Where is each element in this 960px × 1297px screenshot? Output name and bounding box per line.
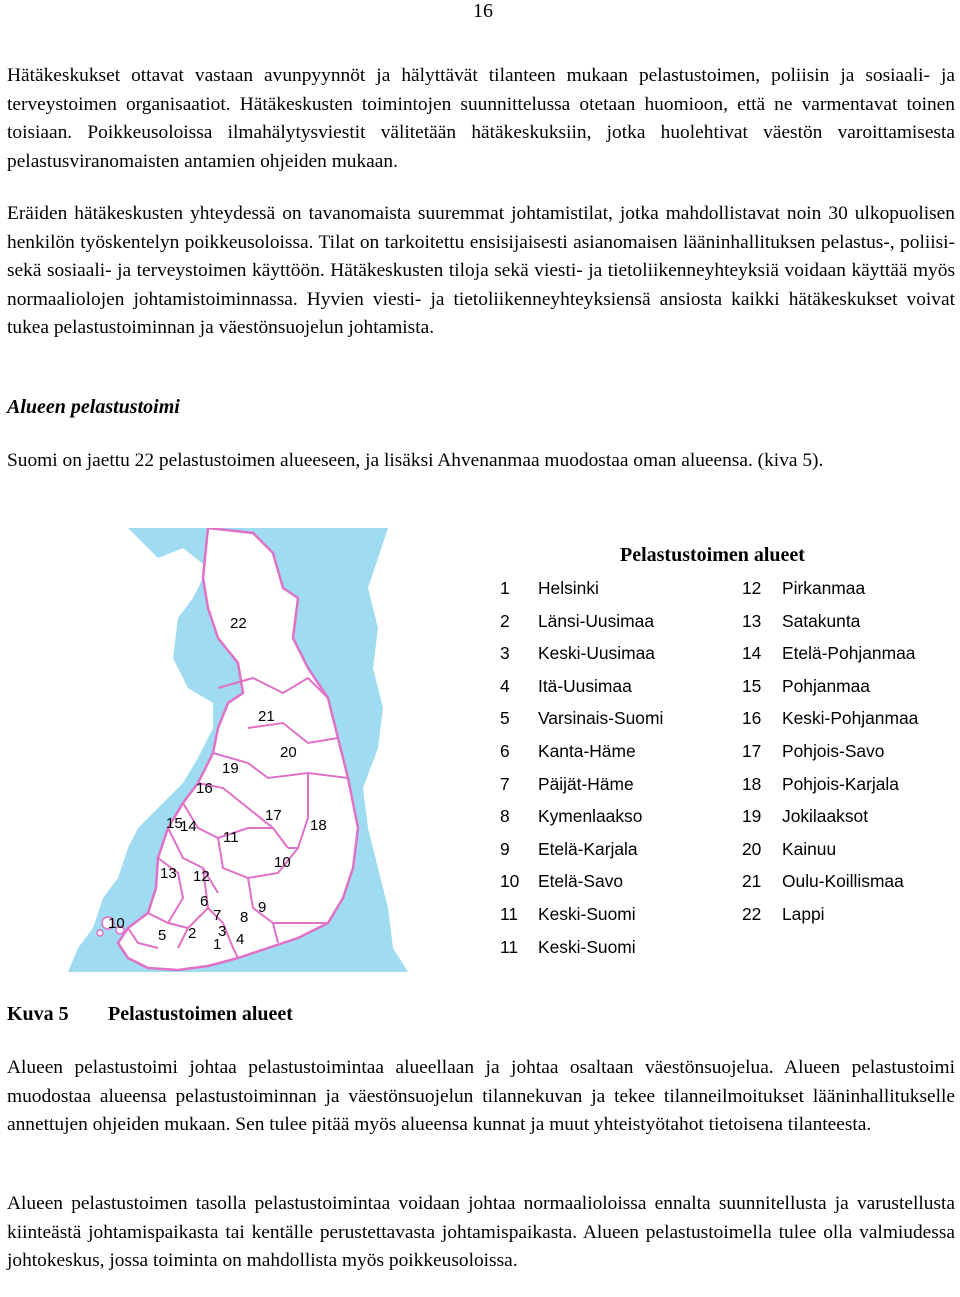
region-name: Päijät-Häme: [538, 773, 634, 794]
map-label: 11: [223, 829, 239, 846]
region-name: Kymenlaakso: [538, 806, 643, 827]
region-name: Pirkanmaa: [782, 578, 866, 598]
region-number: 16: [742, 708, 762, 729]
region-name: Kainuu: [782, 838, 837, 859]
paragraph-5: Alueen pelastustoimen tasolla pelastustoimintaa voidaan johtaa normaalioloissa ennalta suunnitellusta ja varustellusta kiinteästä johtamispaikasta tai kentälle perustettavasta johtamispaikasta. Alueen pelastustoimella tulee olla valmiudessa johtokeskus, jossa toiminta on mahdollista myös poikkeusoloissa.: [7, 1193, 955, 1272]
region-number: 14: [742, 643, 762, 664]
region-number: 13: [742, 610, 762, 631]
figure-caption-label: Kuva 5: [7, 1003, 69, 1025]
region-number: 12: [742, 578, 762, 598]
legend-row: [500, 639, 960, 672]
region-name: Länsi-Uusimaa: [538, 610, 654, 631]
legend-row: [500, 802, 960, 835]
legend-row: [500, 574, 960, 607]
paragraph-3: Suomi on jaettu 22 pelastustoimen alueeseen, ja lisäksi Ahvenanmaa muodostaa oman alueensa. (kiva 5).: [7, 450, 824, 471]
map-label: 10: [274, 854, 291, 871]
region-number: 15: [742, 675, 762, 696]
legend-row: [500, 933, 960, 966]
map-label: 2: [188, 925, 197, 942]
region-name: Keski-Pohjanmaa: [782, 708, 919, 729]
map-label: 3: [218, 923, 227, 940]
region-number: 8: [500, 806, 510, 827]
region-name: Keski-Suomi: [538, 936, 636, 957]
region-name: Pohjanmaa: [782, 675, 870, 696]
map-label: 18: [310, 817, 327, 834]
legend-row: [500, 867, 960, 900]
paragraph-1: Hätäkeskukset ottavat vastaan avunpyynnöt ja hälyttävät tilanteen mukaan pelastustoimen, poliisin ja sosiaali- ja terveystoimen organisaatiot. Hätäkeskusten toimintojen suunnittelussa otetaan huomioon, että ne varmentavat toinen toisiaan. Poikkeusoloissa ilmahälytysviestit välitetään hätäkeskuksiin, jotka huolehtivat väestön varoittamisesta pelastusviranomaisten antamien ohjeiden mukaan.: [7, 65, 955, 172]
region-name: Jokilaaksot: [782, 806, 869, 827]
legend-row: [500, 770, 960, 803]
region-name: Pohjois-Savo: [782, 740, 885, 761]
region-legend: [500, 574, 960, 965]
map-label: 20: [280, 744, 297, 761]
legend-row: [500, 900, 960, 933]
legend-row: [500, 835, 960, 868]
map-label: 17: [265, 807, 282, 824]
legend-row: [500, 704, 960, 737]
map-label: 9: [258, 899, 267, 916]
region-name: Etelä-Savo: [538, 871, 624, 892]
map-svg: [8, 528, 452, 972]
map-label: 19: [222, 760, 239, 777]
region-number: 4: [500, 675, 510, 696]
region-name: Varsinais-Suomi: [538, 708, 664, 729]
region-number: 20: [742, 838, 762, 859]
paragraph-2: Eräiden hätäkeskusten yhteydessä on tavanomaista suuremmat johtamistilat, jotka mahdollistavat noin 30 ulkopuolisen henkilön työskentelyn poikkeusoloissa. Tilat on tarkoitettu ensisijaisesti asianomaisen lääninhallituksen pelastus-, poliisi- sekä sosiaali- ja terveystoimen käyttöön. Hätäkeskusten tiloja sekä viesti- ja tietoliikenneyhteyksiä voidaan käyttää myös normaaliolojen johtamistoiminnassa. Hyvien viesti- ja tietoliikenneyhteyksiensä ansiosta kaikki hätäkeskukset voivat tukea pelastustoiminnan ja väestönsuojelun johtamista.: [7, 203, 955, 339]
map-label: 6: [200, 893, 209, 910]
map-label: 4: [236, 931, 245, 948]
region-number: 18: [742, 773, 762, 794]
legend-title: Pelastustoimen alueet: [620, 544, 805, 566]
finland-rescue-regions-map: [8, 528, 452, 972]
region-name: Helsinki: [538, 578, 599, 598]
region-number: 11: [500, 936, 519, 957]
region-number: 7: [500, 773, 510, 794]
region-name: Satakunta: [782, 610, 861, 631]
region-number: 2: [500, 610, 510, 631]
map-label: 15: [166, 815, 183, 832]
legend-row: [500, 607, 960, 640]
page-number: 16: [473, 0, 493, 22]
map-label: 16: [196, 780, 213, 797]
region-name: Oulu-Koillismaa: [782, 871, 904, 892]
region-number: 3: [500, 643, 510, 664]
section-heading: Alueen pelastustoimi: [7, 396, 180, 418]
map-label: 22: [230, 615, 247, 632]
region-number: 21: [742, 871, 762, 892]
region-name: Etelä-Pohjanmaa: [782, 643, 916, 664]
region-name: Keski-Uusimaa: [538, 643, 655, 664]
region-number: 6: [500, 740, 510, 761]
region-name: Etelä-Karjala: [538, 838, 638, 859]
map-label: 5: [158, 927, 167, 944]
map-label: 12: [193, 868, 210, 885]
legend-row: [500, 672, 960, 705]
region-number: 22: [742, 903, 762, 924]
map-label: 7: [213, 907, 222, 924]
map-label: 14: [180, 818, 197, 835]
region-number: 10: [500, 871, 520, 892]
paragraph-4: Alueen pelastustoimi johtaa pelastustoimintaa alueellaan ja johtaa osaltaan väestönsuojelua. Alueen pelastustoimi muodostaa alueensa pelastustoiminnan ja väestönsuojelun tilannekuvan ja tekee tilanneilmoitukset lääninhallitukselle annettujen ohjeiden mukaan. Sen tulee pitää myös alueensa kunnat ja muut yhteistyötahot tietoisena tilanteesta.: [7, 1057, 955, 1136]
legend-row: [500, 737, 960, 770]
figure-caption-text: Pelastustoimen alueet: [108, 1003, 293, 1025]
region-number: 17: [742, 740, 762, 761]
map-label: 1: [213, 936, 222, 953]
region-number: 1: [500, 578, 510, 598]
map-label: 21: [258, 708, 275, 725]
region-name: Kanta-Häme: [538, 740, 636, 761]
region-number: 19: [742, 806, 762, 827]
region-name: Pohjois-Karjala: [782, 773, 899, 794]
region-number: 11: [500, 903, 519, 924]
map-label: 13: [160, 865, 177, 882]
map-label: 10: [108, 915, 125, 932]
region-number: 5: [500, 708, 510, 729]
region-number: 9: [500, 838, 510, 859]
region-name: Keski-Suomi: [538, 903, 636, 924]
region-name: Itä-Uusimaa: [538, 675, 632, 696]
map-label: 8: [240, 909, 249, 926]
region-name: Lappi: [782, 903, 825, 924]
